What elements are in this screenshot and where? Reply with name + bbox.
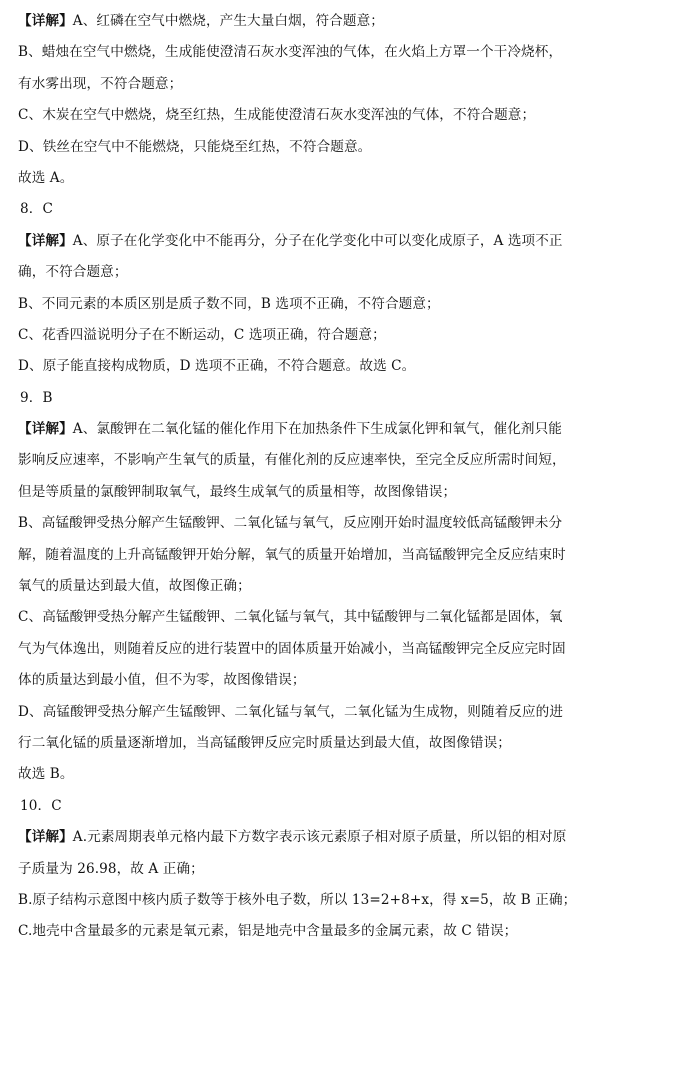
answer-text: 10．C [20, 797, 62, 814]
line-text: 行二氧化锰的质量逐渐增加，当高锰酸钾反应完时质量达到最大值，故图像错误； [18, 734, 511, 751]
text-line [18, 351, 669, 382]
line-text: 有水雾出现，不符合题意； [18, 75, 183, 92]
line-text: C、花香四溢说明分子在不断运动，C 选项正确，符合题意； [18, 326, 386, 343]
line-text: B、不同元素的本质区别是质子数不同，B 选项不正确，不符合题意； [18, 295, 440, 312]
text-line [18, 6, 669, 37]
line-text: A.元素周期表单元格内最下方数字表示该元素原子相对原子质量，所以铝的相对原 [72, 829, 567, 846]
line-text: C.地壳中含量最多的元素是氧元素，铝是地壳中含量最多的金属元素，故 C 错误； [18, 923, 518, 940]
line-text: 子质量为 26.98，故 A 正确； [18, 860, 204, 877]
text-line [18, 508, 669, 539]
text-line [18, 634, 669, 665]
text-line [18, 69, 669, 100]
line-text: B、蜡烛在空气中燃烧，生成能使澄清石灰水变浑浊的气体，在火焰上方罩一个干冷烧杯， [18, 44, 563, 61]
line-text: D、铁丝在空气中不能燃烧，只能烧至红热，不符合题意。 [18, 138, 372, 155]
text-line [18, 822, 669, 853]
text-line [18, 665, 669, 696]
text-line [18, 759, 669, 790]
detail-tag: 【详解】 [18, 829, 73, 846]
text-line [18, 37, 669, 68]
line-text: 确，不符合题意； [18, 264, 128, 281]
line-text: 气为气体逸出，则随着反应的进行装置中的固体质量开始减小，当高锰酸钾完全反应完时固 [18, 640, 566, 657]
line-text: A、红磷在空气中燃烧，产生大量白烟，符合题意； [72, 13, 384, 29]
text-line [18, 854, 669, 885]
text-line [18, 100, 669, 131]
text-line [18, 320, 669, 351]
line-text: 氧气的质量达到最大值，故图像正确； [18, 578, 251, 595]
line-text: 但是等质量的氯酸钾制取氧气，最终生成氧气的质量相等，故图像错误； [18, 483, 457, 500]
text-line [18, 257, 669, 288]
text-line [18, 163, 669, 194]
line-text: 体的质量达到最小值，但不为零，故图像错误； [18, 672, 306, 689]
line-text: 影响反应速率，不影响产生氧气的质量，有催化剂的反应速率快，至完全反应所需时间短， [18, 452, 566, 469]
line-text: D、高锰酸钾受热分解产生锰酸钾、二氧化锰与氧气，二氧化锰为生成物，则随着反应的进 [18, 703, 564, 720]
line-text: B、高锰酸钾受热分解产生锰酸钾、二氧化锰与氧气，反应刚开始时温度较低高锰酸钾未分 [18, 515, 563, 532]
answer-heading [18, 791, 669, 822]
line-text: D、原子能直接构成物质，D 选项不正确，不符合题意。故选 C。 [18, 358, 416, 375]
line-text: C、木炭在空气中燃烧，烧至红热，生成能使澄清石灰水变浑浊的气体，不符合题意； [18, 107, 536, 124]
line-text: 故选 A。 [18, 169, 74, 186]
detail-tag: 【详解】 [18, 13, 73, 29]
text-line [18, 885, 669, 916]
answer-text: 9．B [20, 389, 53, 406]
text-line [18, 916, 669, 947]
detail-tag: 【详解】 [18, 421, 73, 438]
text-line [18, 697, 669, 728]
text-line [18, 728, 669, 759]
line-text: A、氯酸钾在二氧化锰的催化作用下在加热条件下生成氯化钾和氧气，催化剂只能 [72, 421, 562, 438]
text-line [18, 414, 669, 445]
answer-text: 8．C [20, 201, 53, 218]
answer-heading [18, 194, 669, 225]
line-text: 解，随着温度的上升高锰酸钾开始分解，氧气的质量开始增加，当高锰酸钾完全反应结束时 [18, 546, 566, 563]
text-line [18, 445, 669, 476]
line-text: B.原子结构示意图中核内质子数等于核外电子数，所以 13=2+8+x，得 x=5，故 B 正确； [18, 891, 577, 908]
text-line [18, 226, 669, 257]
text-line [18, 571, 669, 602]
text-line [18, 132, 669, 163]
line-text: A、原子在化学变化中不能再分，分子在化学变化中可以变化成原子，A 选项不正 [72, 232, 563, 249]
line-text: C、高锰酸钾受热分解产生锰酸钾、二氧化锰与氧气，其中锰酸钾与二氧化锰都是固体，氧 [18, 609, 563, 626]
text-line [18, 602, 669, 633]
answer-heading [18, 383, 669, 414]
detail-tag: 【详解】 [18, 232, 73, 249]
text-line [18, 289, 669, 320]
line-text: 故选 B。 [18, 766, 74, 783]
text-line [18, 477, 669, 508]
text-line [18, 540, 669, 571]
